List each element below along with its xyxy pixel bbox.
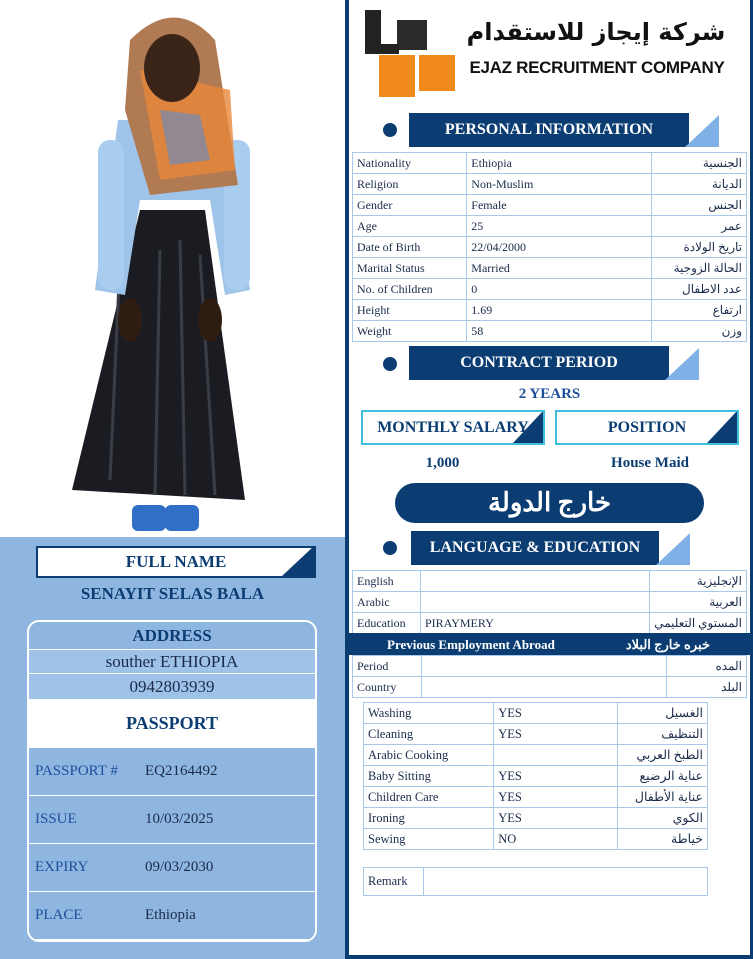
- employment-table: [352, 655, 747, 698]
- language-row: [353, 592, 747, 613]
- passport-row: [29, 844, 315, 892]
- skill-row: [364, 808, 708, 829]
- label-corner-accent: [282, 546, 314, 576]
- personal-row-value: 0: [467, 279, 651, 300]
- remark-value: [424, 868, 708, 896]
- position-label-text: POSITION: [607, 418, 687, 436]
- personal-row-label: Religion: [353, 174, 467, 195]
- skill-row-value: YES: [494, 766, 618, 787]
- passport-row-value: Ethiopia: [145, 907, 196, 923]
- skill-row-arabic-label: الغسيل: [618, 703, 708, 724]
- monthly-salary-label-text: MONTHLY SALARY: [377, 418, 529, 436]
- employment-row-label: Country: [353, 677, 422, 698]
- employment-row-arabic-label: المده: [666, 656, 746, 677]
- passport-row-label: PASSPORT #: [35, 763, 118, 779]
- personal-row-arabic-label: تاريخ الولادة: [651, 237, 746, 258]
- employment-row: [353, 677, 747, 698]
- company-arabic-name: شركة إيجاز للاستقدام: [466, 18, 726, 46]
- full-name-label-text: FULL NAME: [125, 552, 227, 571]
- skill-row-value: YES: [494, 808, 618, 829]
- label-corner-accent: [513, 411, 543, 443]
- skill-row-label: Ironing: [364, 808, 494, 829]
- skill-row-value: NO: [494, 829, 618, 850]
- personal-row: [353, 195, 747, 216]
- personal-row-arabic-label: ارتفاع: [651, 300, 746, 321]
- skill-row-arabic-label: عناية الأطفال: [618, 787, 708, 808]
- personal-row: [353, 279, 747, 300]
- personal-row: [353, 237, 747, 258]
- title-corner-accent: [665, 348, 699, 380]
- skill-row-arabic-label: عناية الرضيع: [618, 766, 708, 787]
- personal-row-value: 22/04/2000: [467, 237, 651, 258]
- personal-row-value: Non-Muslim: [467, 174, 651, 195]
- personal-row-label: Marital Status: [353, 258, 467, 279]
- position-value: House Maid: [611, 455, 689, 471]
- passport-row: [29, 748, 315, 796]
- language-education-title-text: LANGUAGE & EDUCATION: [429, 539, 641, 556]
- previous-employment-header: [349, 633, 750, 655]
- full-name-value: SENAYIT SELAS BALA: [80, 584, 265, 603]
- address-label: ADDRESS: [29, 622, 315, 650]
- skill-row-value: YES: [494, 703, 618, 724]
- skill-row-label: Children Care: [364, 787, 494, 808]
- company-header: [349, 0, 750, 108]
- language-row: [353, 613, 747, 634]
- skill-row: [364, 829, 708, 850]
- company-english-name: EJAZ RECRUITMENT COMPANY: [469, 58, 725, 77]
- personal-info-title-text: PERSONAL INFORMATION: [444, 121, 654, 138]
- employment-row-value: [422, 677, 667, 698]
- personal-row-label: Gender: [353, 195, 467, 216]
- skill-row-value: YES: [494, 724, 618, 745]
- passport-row-value: 09/03/2030: [145, 859, 214, 875]
- personal-row-value: Female: [467, 195, 651, 216]
- language-row-label: Education: [353, 613, 421, 634]
- address-passport-card: [27, 620, 317, 942]
- personal-row-label: Weight: [353, 321, 467, 342]
- language-row-label: Arabic: [353, 592, 421, 613]
- company-logo: [359, 8, 459, 104]
- language-education-title: [411, 531, 659, 565]
- personal-row: [353, 174, 747, 195]
- skill-row: [364, 703, 708, 724]
- language-row-label: English: [353, 571, 421, 592]
- personal-row: [353, 153, 747, 174]
- language-row-arabic-label: المستوي التعليمي: [650, 613, 747, 634]
- personal-info-title: [409, 113, 689, 147]
- passport-row-label: PLACE: [35, 907, 83, 923]
- personal-row-arabic-label: الجنس: [651, 195, 746, 216]
- monthly-salary-label: [361, 410, 545, 445]
- personal-row-arabic-label: وزن: [651, 321, 746, 342]
- abroad-banner: خارج الدولة: [395, 483, 704, 523]
- passport-label: PASSPORT: [29, 700, 315, 748]
- section-bullet: [383, 357, 397, 371]
- salary-value: 1,000: [425, 455, 460, 471]
- skill-row: [364, 724, 708, 745]
- personal-row-value: 1.69: [467, 300, 651, 321]
- personal-row-value: Ethiopia: [467, 153, 651, 174]
- personal-row-label: Height: [353, 300, 467, 321]
- personal-row-value: 25: [467, 216, 651, 237]
- personal-row-label: No. of Children: [353, 279, 467, 300]
- passport-row-label: EXPIRY: [35, 859, 89, 875]
- contract-period-title: [409, 346, 669, 380]
- personal-info-table: [352, 152, 747, 342]
- personal-row: [353, 300, 747, 321]
- skill-row-label: Washing: [364, 703, 494, 724]
- candidate-photo-illustration: [0, 0, 345, 537]
- employment-row-arabic-label: البلد: [666, 677, 746, 698]
- previous-employment-title: Previous Employment Abroad: [387, 637, 555, 652]
- language-row-value: PIRAYMERY: [420, 613, 649, 634]
- personal-row-arabic-label: الحالة الزوجية: [651, 258, 746, 279]
- skill-row-value: YES: [494, 787, 618, 808]
- personal-row-label: Nationality: [353, 153, 467, 174]
- passport-rows: [29, 748, 315, 940]
- contract-period-title-text: CONTRACT PERIOD: [460, 354, 618, 371]
- skill-row-arabic-label: الطبخ العربي: [618, 745, 708, 766]
- skill-row-arabic-label: التنظيف: [618, 724, 708, 745]
- skill-row-label: Cleaning: [364, 724, 494, 745]
- personal-row-arabic-label: الديانة: [651, 174, 746, 195]
- remark-row: [364, 868, 708, 896]
- employment-row-label: Period: [353, 656, 422, 677]
- candidate-photo: [0, 0, 345, 537]
- passport-row: [29, 796, 315, 844]
- language-row-arabic-label: الإنجليزية: [650, 571, 747, 592]
- previous-employment-title-ar: خبره خارج البلاد: [625, 637, 710, 652]
- phone-value: 0942803939: [29, 674, 315, 700]
- skills-table: [363, 702, 708, 850]
- language-row: [353, 571, 747, 592]
- skill-row-label: Arabic Cooking: [364, 745, 494, 766]
- title-corner-accent: [656, 533, 690, 565]
- language-row-value: [420, 571, 649, 592]
- skill-row-arabic-label: الكوي: [618, 808, 708, 829]
- position-label: [555, 410, 739, 445]
- full-name-label: [36, 546, 316, 578]
- personal-row-value: 58: [467, 321, 651, 342]
- skill-row: [364, 787, 708, 808]
- skill-row: [364, 745, 708, 766]
- passport-row-value: 10/03/2025: [145, 811, 214, 827]
- personal-row-value: Married: [467, 258, 651, 279]
- personal-row-label: Date of Birth: [353, 237, 467, 258]
- passport-row: [29, 892, 315, 940]
- personal-row-arabic-label: الجنسية: [651, 153, 746, 174]
- skill-row-arabic-label: خياطة: [618, 829, 708, 850]
- address-value: souther ETHIOPIA: [29, 650, 315, 674]
- title-corner-accent: [685, 115, 719, 147]
- passport-row-label: ISSUE: [35, 811, 77, 827]
- contract-period-value: 2 YEARS: [518, 386, 581, 402]
- skill-row-label: Sewing: [364, 829, 494, 850]
- employment-row-value: [422, 656, 667, 677]
- skill-row-value: [494, 745, 618, 766]
- employment-row: [353, 656, 747, 677]
- personal-row-label: Age: [353, 216, 467, 237]
- personal-row-arabic-label: عدد الاطفال: [651, 279, 746, 300]
- label-corner-accent: [707, 411, 737, 443]
- passport-row-value: EQ2164492: [145, 763, 218, 779]
- section-bullet: [383, 123, 397, 137]
- language-row-value: [420, 592, 649, 613]
- language-table: [352, 570, 747, 634]
- personal-row: [353, 321, 747, 342]
- remark-label: Remark: [364, 868, 424, 896]
- personal-row-arabic-label: عمر: [651, 216, 746, 237]
- language-row-arabic-label: العربية: [650, 592, 747, 613]
- section-bullet: [383, 541, 397, 555]
- personal-row: [353, 216, 747, 237]
- skill-row: [364, 766, 708, 787]
- remark-table: [363, 867, 708, 896]
- personal-row: [353, 258, 747, 279]
- skill-row-label: Baby Sitting: [364, 766, 494, 787]
